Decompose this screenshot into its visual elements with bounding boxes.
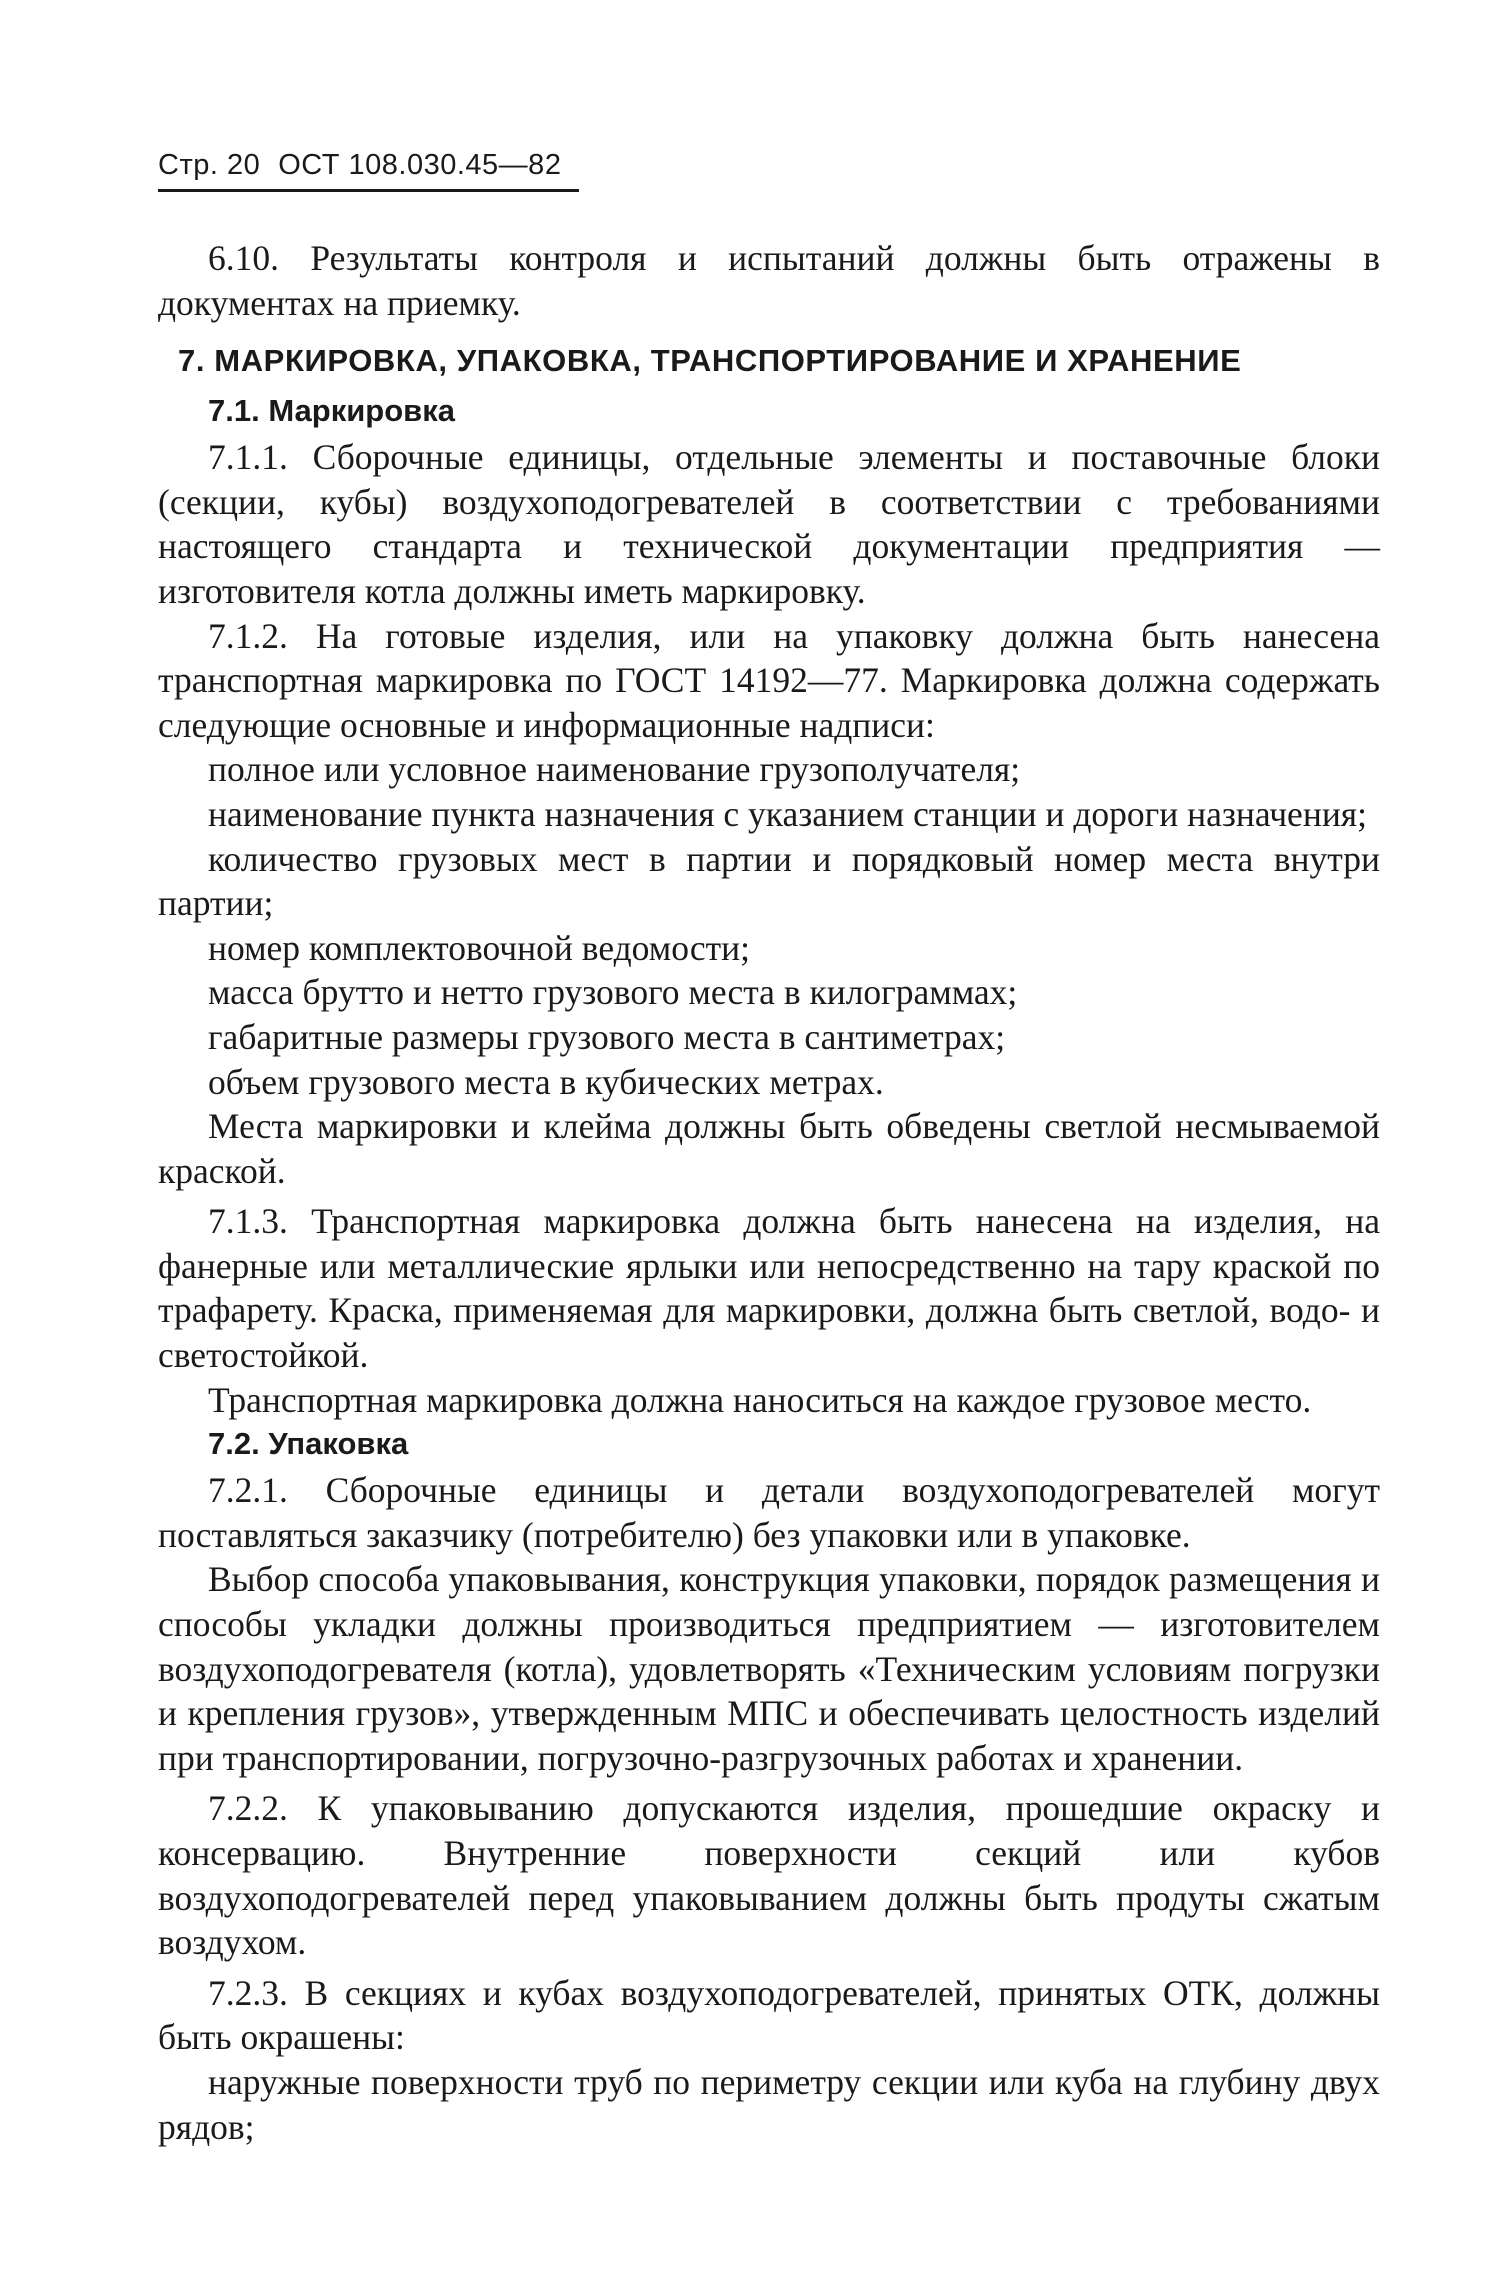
paragraph-7-1-1: 7.1.1. Сборочные единицы, отдельные элементы и поставочные блоки (секции, кубы) воздухоподогревателей в соответствии с требованиями настоящего стандарта и технической документации предприятия — изготовителя котла должны иметь маркировку. bbox=[158, 437, 1380, 611]
painting-list bbox=[158, 2060, 1380, 2149]
list-item: номер комплектовочной ведомости; bbox=[208, 927, 750, 968]
paragraph-6-10: 6.10. Результаты контроля и испытаний должны быть отражены в документах на приемку. bbox=[158, 238, 1380, 323]
paragraph-7-1-2-marking-places: Места маркировки и клейма должны быть обведены светлой несмываемой краской. bbox=[158, 1106, 1380, 1191]
list-item: наименование пункта назначения с указанием станции и дороги назначения; bbox=[208, 793, 1368, 834]
list-item: наружные поверхности труб по периметру секции или куба на глубину двух рядов; bbox=[158, 2061, 1380, 2147]
paragraph-7-2-2: 7.2.2. К упаковыванию допускаются изделия, прошедшие окраску и консервацию. Внутренние поверхности секций или кубов воздухоподогревателей перед упаковыванием должны быть продуты сжатым воздухом. bbox=[158, 1788, 1380, 1963]
paragraph-7-2-3: 7.2.3. В секциях и кубах воздухоподогревателей, принятых ОТК, должны быть окрашены: bbox=[158, 1972, 1380, 2058]
paragraph-7-2-1: 7.2.1. Сборочные единицы и детали воздухоподогревателей могут поставляться заказчику (потребителю) без упаковки или в упаковке. bbox=[158, 1470, 1380, 1555]
paragraph-7-1-3-each-place: Транспортная маркировка должна наноситься на каждое грузовое место. bbox=[208, 1379, 1312, 1420]
marking-list bbox=[158, 747, 1380, 1104]
subsection-heading-7-1: 7.1. Маркировка bbox=[208, 393, 455, 429]
subsection-heading-7-2: 7.2. Упаковка bbox=[208, 1426, 409, 1462]
standard-designation: ОСТ 108.030.45—82 bbox=[278, 149, 562, 181]
section-heading-7: 7. МАРКИРОВКА, УПАКОВКА, ТРАНСПОРТИРОВАНИЕ И ХРАНЕНИЕ bbox=[178, 343, 1242, 379]
running-header bbox=[158, 147, 579, 192]
paragraph-7-1-2: 7.1.2. На готовые изделия, или на упаковку должна быть нанесена транспортная маркировка по ГОСТ 14192—77. Маркировка должна содержать следующие основные и информационные надписи: bbox=[158, 615, 1380, 745]
list-item: полное или условное наименование грузополучателя; bbox=[208, 749, 1021, 790]
list-item: габаритные размеры грузового места в сантиметрах; bbox=[208, 1016, 1006, 1057]
list-item: масса брутто и нетто грузового места в килограммах; bbox=[208, 972, 1018, 1013]
document-page bbox=[158, 140, 1380, 2149]
paragraph-7-2-1-packing-choice: Выбор способа упаковывания, конструкция упаковки, порядок размещения и способы укладки должны производиться предприятием — изготовителем воздухоподогревателя (котла), удовлетворять «Техническим условиям погрузки и крепления грузов», утвержденным МПС и обеспечивать целостность изделий при транспортировании, погрузочно-разгрузочных работах и хранении. bbox=[158, 1559, 1380, 1778]
list-item: количество грузовых мест в партии и порядковый номер места внутри партии; bbox=[158, 838, 1380, 924]
paragraph-7-1-3: 7.1.3. Транспортная маркировка должна быть нанесена на изделия, на фанерные или металлические ярлыки или непосредственно на тару краской по трафарету. Краска, применяемая для маркировки, должна быть светлой, водо- и светостойкой. bbox=[158, 1201, 1380, 1376]
list-item: объем грузового места в кубических метрах. bbox=[208, 1061, 884, 1102]
page-number: Стр. 20 bbox=[158, 149, 261, 181]
